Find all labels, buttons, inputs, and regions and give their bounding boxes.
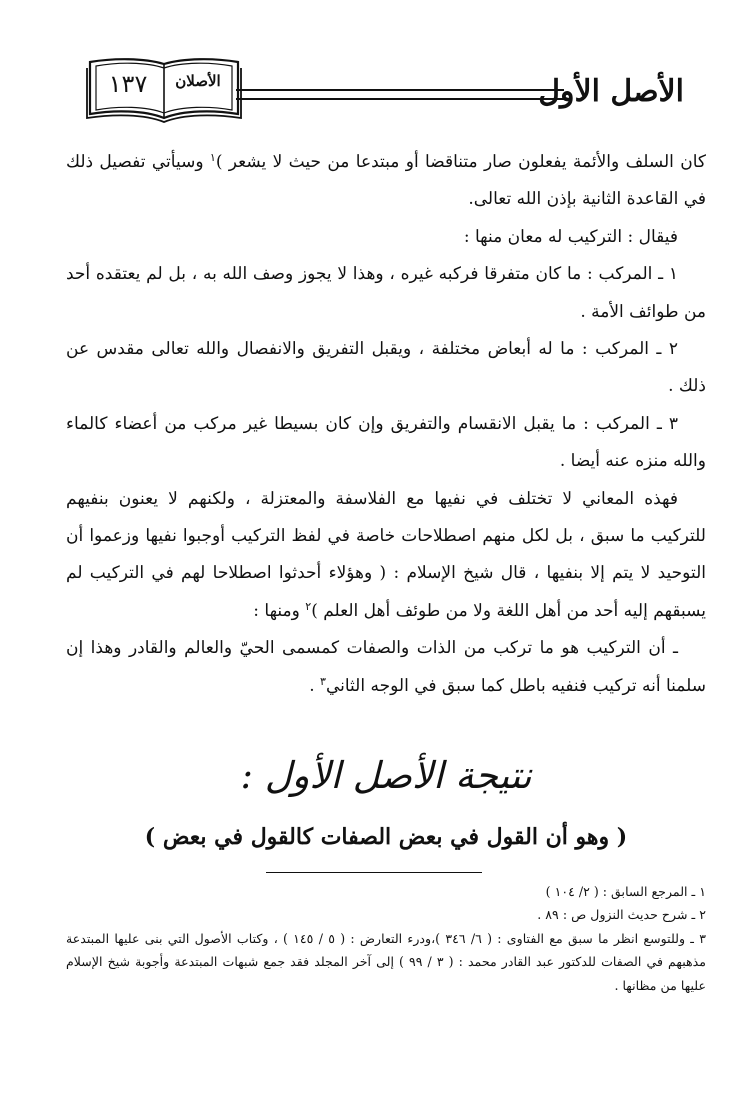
- chapter-title: الأصل الأول: [538, 74, 684, 109]
- book-label: الأصلان: [175, 72, 221, 90]
- paragraph: فيقال : التركيب له معان منها :: [463, 226, 678, 247]
- footnote: ١ ـ المرجع السابق : ( ٢/ ١٠٤ ): [545, 884, 706, 899]
- list-item: ١ ـ المركب : ما كان متفرقا فركبه غيره ، وهذا لا يجوز وصف الله به ، بل لم يعتقده أحد من طوائف الأمة .: [66, 264, 706, 322]
- section-heading: نتيجة الأصل الأول :: [240, 754, 532, 797]
- footnote-ref: ٣: [320, 674, 326, 688]
- header-rule: [236, 89, 564, 100]
- list-item: ٣ ـ المركب : ما يقبل الانقسام والتفريق وإن كان بسيطا غير مركب من أعضاء كالماء والله منزه عنه أيضا .: [66, 413, 706, 472]
- list-item: ٢ ـ المركب : ما له أبعاض مختلفة ، ويقبل التفريق والانفصال والله تعالى مقدس عن ذلك .: [66, 339, 706, 397]
- page-header: [84, 56, 684, 126]
- footnote: ٣ ـ وللتوسع انظر ما سبق مع الفتاوى : ( ٦/ ٣٤٦ )،ودرء التعارض : ( ٥ / ١٤٥ ) ، وكتاب الأصول التي بنى عليها المبتدعة مذهبهم في الصفات للدكتور عبد القادر محمد : ( ٣ / ٩٩ ) إلى آخر المجلد فقد جمع شبهات المبتدعة وأجوبة شيخ الإسلام عليها من مظانها .: [66, 930, 707, 993]
- section-subheading: ( وهو أن القول في بعض الصفات كالقول في بعض ): [144, 824, 628, 850]
- paragraph: ـ أن التركيب هو ما تركب من الذات والصفات كمسمى الحيّ والعالم والقادر وهذا إن سلمنا أنه تركيب فنفيه باطل كما سبق في الوجه الثاني$^٣$ .: [66, 638, 706, 696]
- footnote-ref: ١: [209, 151, 216, 164]
- page-number: ١٣٧: [108, 70, 148, 98]
- footnote-ref: ٢: [305, 599, 312, 613]
- footnotes: [66, 880, 706, 997]
- book-emblem: [84, 56, 244, 124]
- main-text: [66, 144, 706, 705]
- footnote: ٢ ـ شرح حديث النزول ص : ٨٩ .: [537, 907, 706, 923]
- footnote-divider: [266, 872, 482, 873]
- paragraph: كان السلف والأئمة يفعلون صار متناقضا أو مبتدعا من حيث لا يشعر )$^١$ وسيأتي تفصيل ذلك في القاعدة الثانية بإذن الله تعالى.: [66, 151, 706, 210]
- paragraph: فهذه المعاني لا تختلف في نفيها مع الفلاسفة والمعتزلة ، ولكنهم لا يعنون بنفيهم للتركيب ما سبق ، بل لكل منهم اصطلاحات خاصة في لفظ التركيب أوجبوا نفيها وزعموا أن التوحيد لا يتم إلا بنفيها ، قال شيخ الإسلام : ( وهؤلاء أحدثوا اصطلاحا لهم في التركيب لم يسبقهم إليه أحد من أهل اللغة ولا من طوئف أهل العلم )$^٢$ ومنها :: [66, 488, 706, 621]
